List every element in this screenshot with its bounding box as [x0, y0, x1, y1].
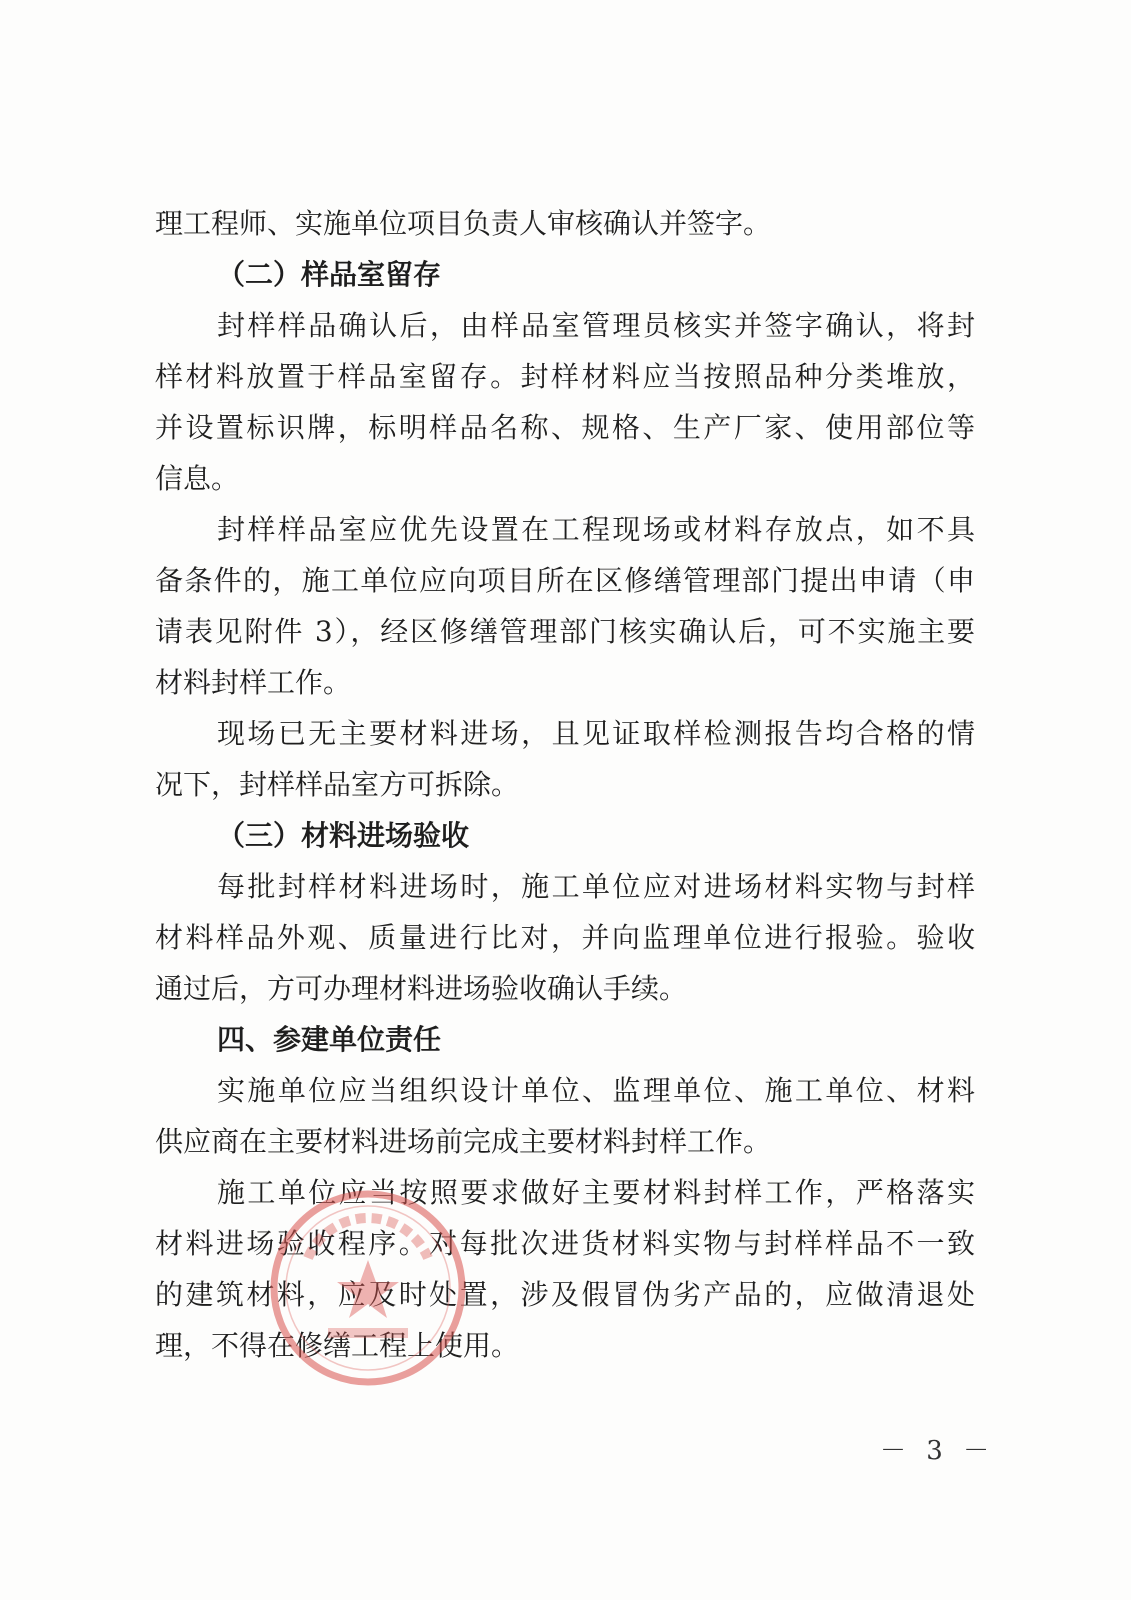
text-line: 理工程师、实施单位项目负责人审核确认并签字。	[155, 207, 772, 240]
section-heading-acceptance: （三）材料进场验收	[217, 819, 470, 852]
body-text	[155, 198, 975, 1371]
text-line: 封样样品确认后，由样品室管理员核实并签字确认，将封	[217, 309, 975, 342]
text-line: 材料样品外观、质量进行比对，并向监理单位进行报验。验收	[155, 921, 975, 954]
text-line: 况下，封样样品室方可拆除。	[155, 768, 520, 801]
text-line: 理，不得在修缮工程上使用。	[155, 1329, 520, 1362]
text-line: 施工单位应当按照要求做好主要材料封样工作，严格落实	[217, 1176, 975, 1209]
section-heading-responsibility: 四、参建单位责任	[217, 1023, 442, 1056]
text-line: 材料封样工作。	[155, 666, 352, 699]
text-line: 通过后，方可办理材料进场验收确认手续。	[155, 972, 688, 1005]
text-line: 现场已无主要材料进场，且见证取样检测报告均合格的情	[217, 717, 975, 750]
text-line: 并设置标识牌，标明样品名称、规格、生产厂家、使用部位等	[155, 411, 975, 444]
text-line: 实施单位应当组织设计单位、监理单位、施工单位、材料	[217, 1074, 975, 1107]
text-line: 备条件的，施工单位应向项目所在区修缮管理部门提出申请（申	[155, 564, 975, 597]
text-line: 信息。	[155, 462, 240, 495]
text-line: 样材料放置于样品室留存。封样材料应当按照品种分类堆放，	[155, 360, 975, 393]
text-line: 每批封样材料进场时，施工单位应对进场材料实物与封样	[217, 870, 975, 903]
section-heading-sample-room: （二）样品室留存	[217, 258, 442, 291]
page-number: － 3 －	[880, 1436, 996, 1466]
text-line: 的建筑材料，应及时处置，涉及假冒伪劣产品的，应做清退处	[155, 1278, 975, 1311]
text-line: 请表见附件 3），经区修缮管理部门核实确认后，可不实施主要	[155, 615, 975, 648]
text-line: 材料进场验收程序。对每批次进货材料实物与封样样品不一致	[155, 1227, 975, 1260]
text-line: 供应商在主要材料进场前完成主要材料封样工作。	[155, 1125, 772, 1158]
text-line: 封样样品室应优先设置在工程现场或材料存放点，如不具	[217, 513, 975, 546]
